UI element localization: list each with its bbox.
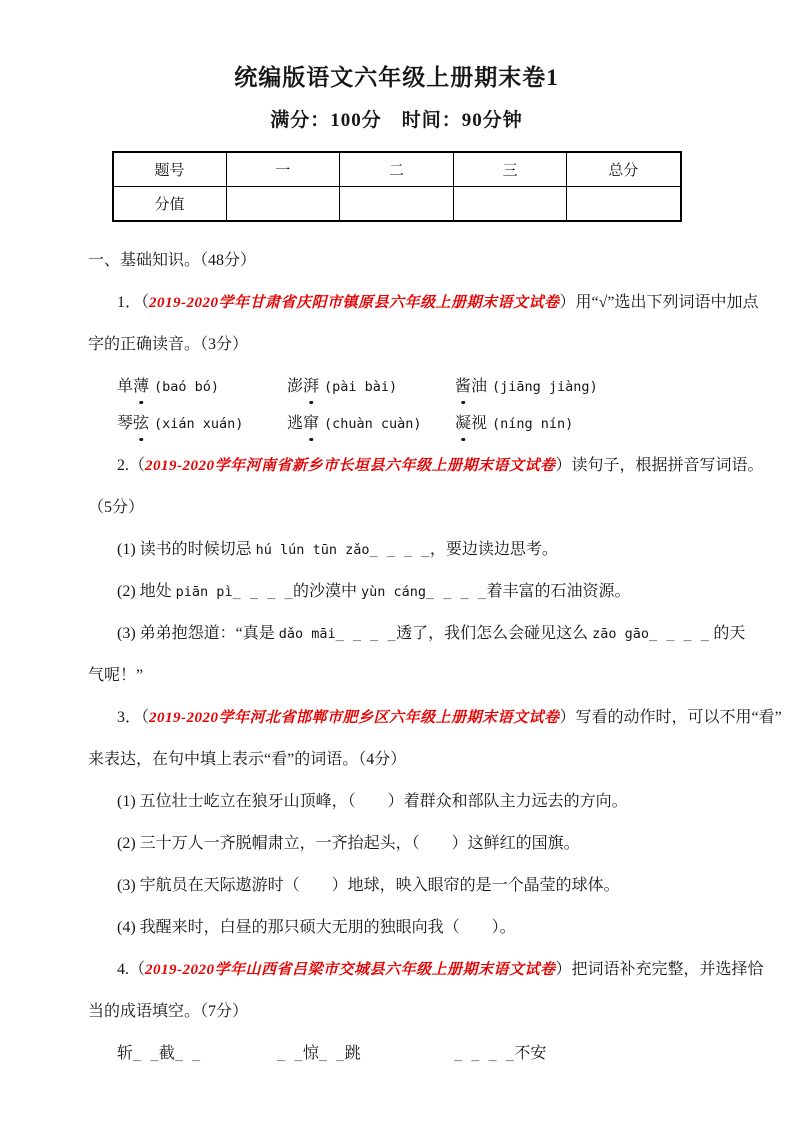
question-2-header [88,453,764,479]
q1-word-row [88,411,713,437]
answer-blank: _ _ _ _ [232,584,293,600]
idiom-blank-group [454,1041,546,1067]
dotted-char: 薄 [133,374,149,400]
question-2-text: ）读句子，根据拼音写词语。 [555,457,764,474]
q1-word-list [88,374,713,437]
page-subtitle: 满分：100分 时间：90分钟 [270,110,523,131]
question-1-number: 1．（ [117,294,150,311]
idiom-blank-group [117,1041,277,1067]
score-value-cell [453,187,567,222]
question-1-source: 2019-2020学年甘肃省庆阳市镇原县六年级上册期末语文试卷 [149,295,560,311]
answer-blank: _ _ [133,1046,159,1062]
q2-sub-question [88,663,713,689]
dotted-char: 窜 [303,411,319,437]
idiom-blank-group [277,1041,454,1067]
score-table-header-cell: 总分 [567,152,681,187]
pinyin-segment: piān pì [175,584,233,600]
q1-word-item [117,411,287,437]
text-segment: 的天 [709,625,746,642]
answer-blank: _ _ [318,1046,345,1062]
text-segment: 的沙漠中 [292,583,361,600]
text-segment: 不安 [514,1045,547,1062]
question-3-text: ）写看的动作时，可以不用“看” [559,709,782,726]
text-segment: 着丰富的石油资源。 [486,583,631,600]
section-heading: 一、基础知识。（48分） [88,252,257,269]
question-1-text: ）用“√”选出下列词语中加点 [559,294,759,311]
question-2-score: （5分） [88,499,145,516]
word-char: 单 [117,378,134,395]
word-char: 逃 [287,415,304,432]
score-table-header-row [113,152,681,187]
q3-sub-question: (1) 五位壮士屹立在狼牙山顶峰，（ ）着群众和部队主力远去的方向。 [117,793,628,810]
q3-sub-question: (3) 宇航员在天际遨游时（ ）地球，映入眼帘的是一个晶莹的球体。 [117,877,620,894]
score-table-header-cell: 题号 [113,152,227,187]
word-char: 油 [471,378,488,395]
q2-sub-questions [88,537,746,689]
score-value-cell [226,187,340,222]
word-pinyin: (jiāng jiàng) [492,379,598,395]
word-pinyin: (chuàn cuàn) [324,416,422,432]
score-table-header-cell: 三 [453,152,567,187]
q3-sub-question: (2) 三十万人一齐脱帽肃立，一齐抬起头，（ ）这鲜红的国旗。 [117,835,580,852]
q3-sub-questions [88,789,713,941]
pinyin-segment: yùn cáng [361,584,427,600]
text-segment: ，要边读边思考。 [429,541,558,558]
pinyin-segment: hú lún tūn zǎo [255,542,370,558]
dotted-char: 湃 [303,374,319,400]
answer-blank: _ _ [174,1046,201,1062]
word-pinyin: (pài bài) [324,379,398,395]
question-4-text-continued: 当的成语填空。（7分） [88,1003,249,1020]
q4-idiom-blanks [88,1041,713,1067]
word-char: 澎 [287,378,304,395]
q1-word-row [88,374,713,400]
answer-blank: _ _ _ _ [335,626,397,642]
text-segment: 跳 [344,1045,361,1062]
score-table-value-row [113,187,681,222]
q1-word-item [455,374,598,400]
question-1-text-continued: 字的正确读音。（3分） [88,336,249,353]
score-value-cell [567,187,681,222]
question-4-number: 4.（ [117,961,146,978]
q1-word-item [455,411,573,437]
exam-content [88,248,782,1067]
score-row-label: 分值 [113,187,227,222]
dotted-char: 弦 [133,411,149,437]
word-pinyin: (xián xuán) [154,416,244,432]
answer-blank: _ _ _ _ [649,626,710,642]
page-title: 统编版语文六年级上册期末卷1 [234,65,559,90]
question-4-header [88,957,764,983]
q2-sub-question [88,579,713,605]
answer-blank: _ _ _ _ [454,1046,515,1062]
q1-word-item [117,374,287,400]
q2-sub-question [88,537,713,563]
text-segment: 透了，我们怎么会碰见这么 [396,625,593,642]
word-char: 视 [471,415,488,432]
question-3-header [88,705,782,731]
text-segment: 截 [158,1045,175,1062]
answer-blank: _ _ _ _ [369,542,430,558]
word-pinyin: (baó bó) [154,379,220,395]
text-segment: 斩 [117,1045,134,1062]
question-3-source: 2019-2020学年河北省邯郸市肥乡区六年级上册期末语文试卷 [149,710,560,726]
q3-sub-question: (4) 我醒来时，白昼的那只硕大无朋的独眼向我（ ）。 [117,919,516,936]
question-2-number: 2.（ [117,457,146,474]
score-table-header-cell: 一 [226,152,340,187]
word-pinyin: (níng nín) [492,416,574,432]
text-segment: 惊 [302,1045,319,1062]
pinyin-segment: dǎo māi [278,626,336,642]
score-table [112,151,682,222]
answer-blank: _ _ [277,1046,303,1062]
question-3-number: 3．（ [117,709,150,726]
score-value-cell [340,187,454,222]
answer-blank: _ _ _ _ [426,584,487,600]
pinyin-segment: zāo gāo [592,626,649,642]
q2-sub-question [88,621,746,647]
text-segment: (3) 弟弟抱怨道：“真是 [117,625,279,642]
score-table-header-cell: 二 [340,152,454,187]
question-2-source: 2019-2020学年河南省新乡市长垣县六年级上册期末语文试卷 [145,458,556,474]
question-4-source: 2019-2020学年山西省吕梁市交城县六年级上册期末语文试卷 [145,962,556,978]
question-1-header [88,290,759,316]
q1-word-item [287,374,455,400]
q1-word-item [287,411,455,437]
dotted-char: 凝 [455,411,471,437]
question-3-text-continued: 来表达，在句中填上表示“看”的词语。（4分） [88,751,407,768]
text-segment: (2) 地处 [117,583,176,600]
word-char: 琴 [117,415,134,432]
text-segment: (1) 读书的时候切忌 [117,541,256,558]
dotted-char: 酱 [455,374,471,400]
question-4-text: ）把词语补充完整，并选择恰 [555,961,764,978]
text-segment: 气呢！” [88,667,144,684]
